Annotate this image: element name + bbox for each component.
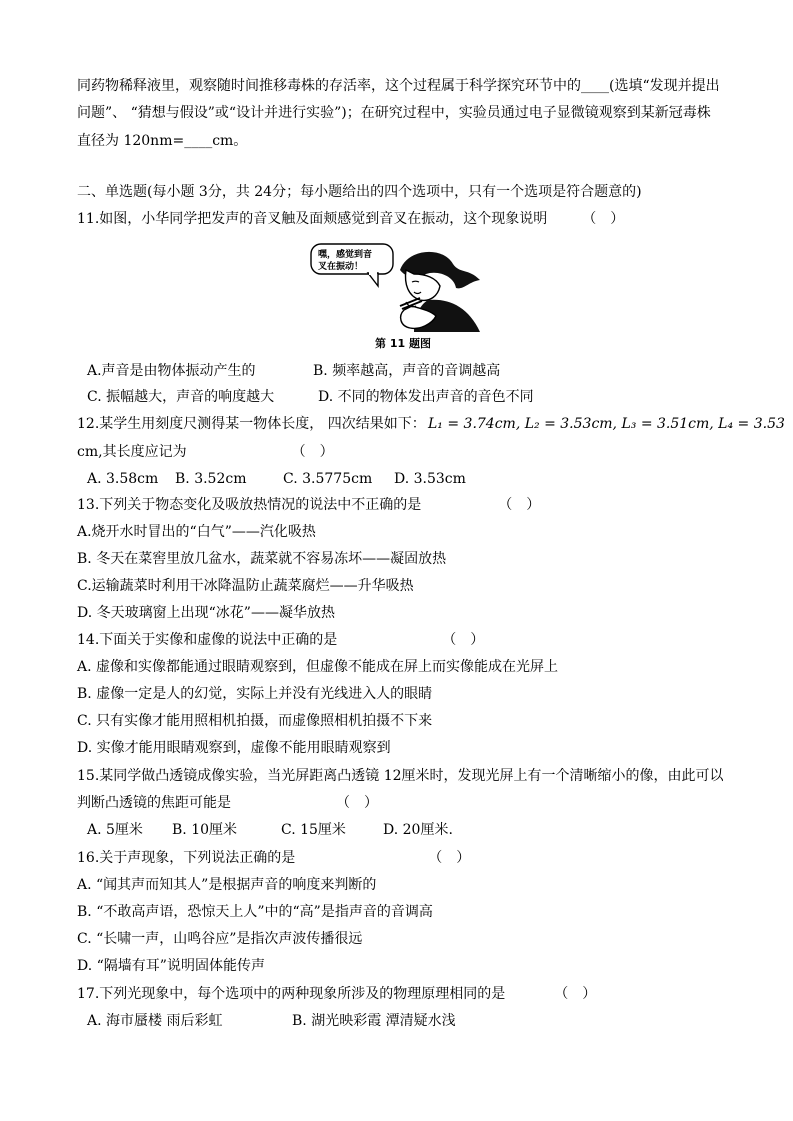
q11-option-b: B. 频率越高，声音的音调越高 <box>313 363 501 379</box>
q12-option-d: D. 3.53cm <box>394 471 466 487</box>
text-line-1: 同药物稀释液里，观察随时间推移毒株的存活率，这个过程属于科学探究环节中的____(选填“发现并提出 <box>77 78 720 94</box>
q12-option-b: B. 3.52cm <box>175 471 247 487</box>
q15-stem-continued: 判断凸透镜的焦距可能是 （ ） <box>77 795 378 811</box>
q11-option-d: D. 不同的物体发出声音的音色不同 <box>318 389 534 405</box>
q16-option-c: C. “长啸一声，山鸣谷应”是指次声波传播很远 <box>77 931 363 947</box>
q16-option-d: D. “隔墙有耳”说明固体能传声 <box>77 958 265 974</box>
q11-stem: 11.如图，小华同学把发声的音叉触及面颊感觉到音叉在振动，这个现象说明 （ ） <box>77 211 625 227</box>
q13-option-a: A.烧开水时冒出的“白气”——汽化吸热 <box>77 524 316 540</box>
q17-stem: 17.下列光现象中，每个选项中的两种现象所涉及的物理原理相同的是 （ ） <box>77 986 597 1002</box>
text-line-2: 问题”、 “猜想与假设”或“设计并进行实验”)；在研究过程中，实验员通过电子显微镜观察到某新冠毒株 <box>77 105 711 121</box>
q11-option-a: A.声音是由物体振动产生的 <box>87 363 256 379</box>
q15-option-a: A. 5厘米 <box>87 822 143 838</box>
q17-option-a: A. 海市蜃楼 雨后彩虹 <box>87 1013 223 1029</box>
q13-stem: 13.下列关于物态变化及吸放热情况的说法中不正确的是 （ ） <box>77 497 541 513</box>
q13-option-d: D. 冬天玻璃窗上出现“冰花”——凝华放热 <box>77 605 335 621</box>
q12-option-a: A. 3.58cm <box>87 471 159 487</box>
section-heading: 二、单选题(每小题 3分，共 24分；每小题给出的四个选项中，只有一个选项是符合题意的) <box>77 184 642 200</box>
q14-option-d: D. 实像才能用眼睛观察到，虚像不能用眼睛观察到 <box>77 740 391 756</box>
q15-option-b: B. 10厘米 <box>172 822 238 838</box>
q12-measurements: L₁ = 3.74cm, L₂ = 3.53cm, L₃ = 3.51cm, L₄ = 3.53 <box>428 416 785 432</box>
q16-option-a: A. “闻其声而知其人”是根据声音的响度来判断的 <box>77 877 377 893</box>
q14-option-b: B. 虚像一定是人的幻觉，实际上并没有光线进入人的眼睛 <box>77 686 433 702</box>
q15-option-c: C. 15厘米 <box>281 822 346 838</box>
q12-stem: 12.某学生用刻度尺测得某一物体长度， 四次结果如下： <box>77 416 426 432</box>
tuning-fork-illustration <box>308 240 483 335</box>
figure-caption: 第 11 题图 <box>375 337 431 350</box>
q17-option-b: B. 湖光映彩霞 潭清疑水浅 <box>292 1013 456 1029</box>
q12-option-c: C. 3.5775cm <box>283 471 373 487</box>
q13-option-c: C.运输蔬菜时利用干冰降温防止蔬菜腐烂——升华吸热 <box>77 578 414 594</box>
q11-option-c: C. 振幅越大，声音的响度越大 <box>87 389 275 405</box>
q15-stem: 15.某同学做凸透镜成像实验，当光屏距离凸透镜 12厘米时，发现光屏上有一个清晰缩小的像，由此可以 <box>77 768 724 784</box>
q14-option-a: A. 虚像和实像都能通过眼睛观察到，但虚像不能成在屏上而实像能成在光屏上 <box>77 659 559 675</box>
q12-stem-continued: cm,其长度应记为 （ ） <box>77 444 334 460</box>
q16-option-b: B. “不敢高声语，恐惊天上人”中的“高”是指声音的音调高 <box>77 904 433 920</box>
q14-stem: 14.下面关于实像和虚像的说法中正确的是 （ ） <box>77 632 485 648</box>
q14-option-c: C. 只有实像才能用照相机拍摄，而虚像照相机拍摄不下来 <box>77 713 433 729</box>
speech-line-2: 叉在振动！ <box>318 262 364 272</box>
q13-option-b: B. 冬天在菜窖里放几盆水，蔬菜就不容易冻坏——凝固放热 <box>77 551 447 567</box>
q16-stem: 16.关于声现象，下列说法正确的是 （ ） <box>77 850 471 866</box>
q15-option-d: D. 20厘米. <box>383 822 453 838</box>
speech-line-1: 嘿，感觉到音 <box>318 250 373 260</box>
text-line-3: 直径为 120nm=____cm。 <box>77 133 248 149</box>
tuning-fork-figure <box>308 240 483 335</box>
